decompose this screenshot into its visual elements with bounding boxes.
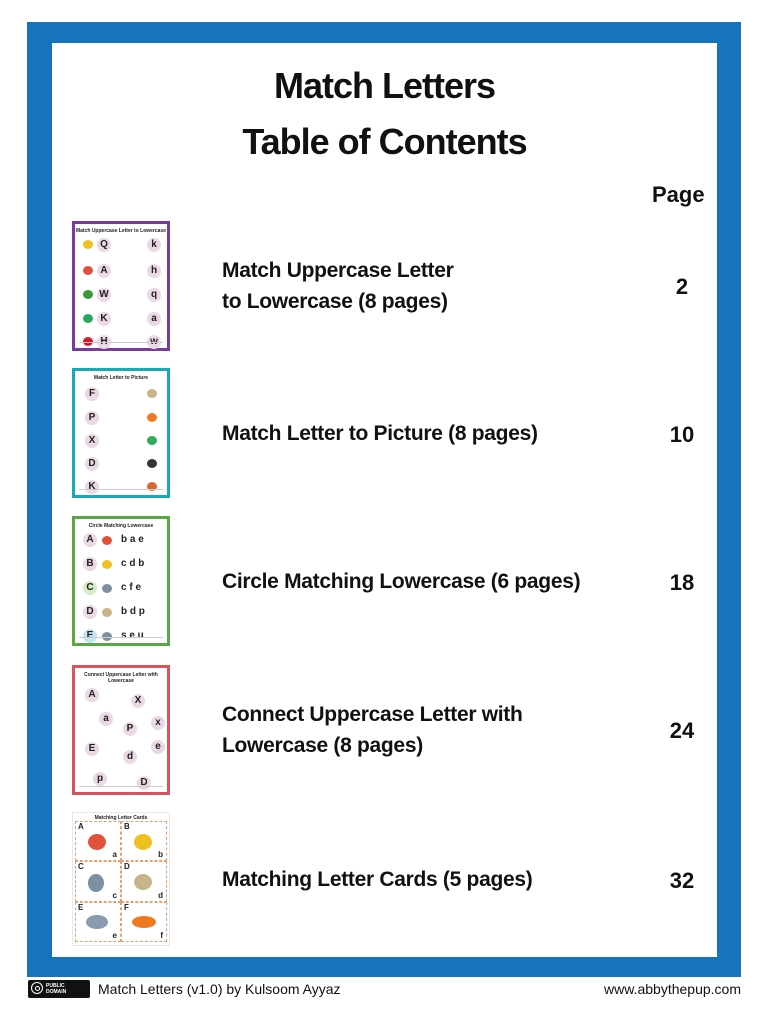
letter-circle: Q [97,238,111,252]
letter-card [121,902,167,942]
thumbnail-title: Match Uppercase Letter to Lowercase [75,228,167,234]
letter-circle: D [85,457,99,471]
cat-icon [88,874,104,892]
card-upper: C [78,862,84,871]
lowercase-choices: b d p [121,606,145,617]
letter-circle: h [147,264,161,278]
lowercase-choices: c f e [121,582,142,593]
letter-circle: a [147,312,161,326]
letter-circle: w [147,335,161,349]
lowercase-choices: c d b [121,558,145,569]
thumbnail-title: Match Letter to Picture [93,375,149,381]
card-lower: a [112,850,117,859]
page-title: Match Letters [273,65,496,106]
letter-circle: k [147,238,161,252]
page-subtitle: Table of Contents [242,121,527,162]
letter-circle: P [123,722,137,736]
page-column-header: Page [652,182,705,207]
fish-icon [132,916,156,928]
footer-website-link[interactable]: www.abbythepup.com [604,981,741,997]
entry-title-line: Connect Uppercase Letter with [222,703,523,726]
entry-title-line: Match Letter to Picture (8 pages) [222,422,538,445]
card-upper: A [78,822,84,831]
thumbnail-title: Circle Matching Lowercase [88,523,154,529]
thumbnail-connect-letters[interactable] [72,665,170,795]
letter-circle: W [97,288,111,302]
elephant-icon [86,915,108,929]
thumbnail-circle-lowercase[interactable] [72,516,170,646]
letter-card [121,861,167,902]
letter-circle: K [85,480,99,494]
card-lower: f [160,931,163,940]
card-upper: E [78,903,84,912]
apple-icon [88,834,106,850]
letter-circle: e [151,740,165,754]
letter-circle: A [83,533,97,547]
letter-circle: E [83,629,97,643]
card-upper: F [124,903,129,912]
kite-icon [147,436,157,445]
card-lower: c [112,891,117,900]
entry-title-3[interactable] [222,566,580,597]
letter-circle: A [85,688,99,702]
dog-icon [147,389,157,398]
letter-circle: D [83,605,97,619]
letter-circle: a [99,712,113,726]
card-lower: b [158,850,163,859]
letter-circle: X [131,694,145,708]
lowercase-choices: s e u [121,630,144,641]
lowercase-choices: b a e [121,534,144,545]
card-lower: e [112,931,117,940]
letter-circle: K [97,312,111,326]
fish-icon [147,413,157,422]
letter-circle: x [151,716,165,730]
letter-circle: C [83,581,97,595]
entry-title-line: Matching Letter Cards (5 pages) [222,868,533,891]
letter-circle: H [97,335,111,349]
entry-title-1[interactable] [222,255,453,317]
letter-circle: E [85,742,99,756]
bee-icon [134,834,152,850]
entry-title-2[interactable] [222,418,538,449]
public-domain-logo [28,980,90,998]
entry-page-number-4[interactable]: 24 [669,718,695,743]
public-domain-icon [31,982,43,994]
entry-page-number-3[interactable]: 18 [669,570,695,595]
letter-circle: X [85,434,99,448]
apple-icon [83,266,93,275]
logo-text: PUBLIC DOMAIN [46,983,67,995]
letter-circle: d [123,750,137,764]
thumbnail-title: Matching Letter Cards [94,815,148,821]
letter-circle: q [147,288,161,302]
entry-title-line: Lowercase (8 pages) [222,734,423,757]
entry-page-number-1[interactable]: 2 [675,274,689,299]
watermelon-icon [83,290,93,299]
letter-circle: p [93,772,107,786]
kite-icon [83,314,93,323]
letter-circle: D [137,776,151,790]
entry-page-number-5[interactable]: 32 [669,868,695,893]
bee-icon [102,560,112,569]
letter-circle: A [97,264,111,278]
footer-credit: Match Letters (v1.0) by Kulsoom Ayyaz [98,981,341,997]
thumbnail-match-uppercase[interactable] [72,221,170,351]
cat-icon [102,584,112,593]
letter-card [75,821,121,861]
letter-card [75,902,121,942]
thumbnail-footer [79,342,163,346]
thumbnail-footer [79,637,163,641]
dog-icon [134,874,152,890]
letter-circle: B [83,557,97,571]
card-upper: D [124,862,130,871]
thumbnail-letter-cards[interactable] [72,812,170,946]
apple-icon [102,536,112,545]
card-upper: B [124,822,130,831]
thumbnail-footer [79,489,163,493]
thumbnail-letter-to-picture[interactable] [72,368,170,498]
entry-title-line: Match Uppercase Letter [222,259,454,282]
thumbnail-title: Connect Uppercase Letter with Lowercase [84,672,158,684]
dog-icon [102,608,112,617]
letter-circle: P [85,411,99,425]
penguin-icon [147,459,157,468]
entry-title-line: Circle Matching Lowercase (6 pages) [222,570,581,593]
letter-card [75,861,121,902]
entry-title-4[interactable] [222,699,523,761]
letter-card [121,821,167,861]
thumbnail-footer [79,786,163,790]
letter-circle: F [85,387,99,401]
card-lower: d [158,891,163,900]
entry-title-line: to Lowercase (8 pages) [222,290,448,313]
entry-title-5[interactable] [222,864,532,895]
entry-page-number-2[interactable]: 10 [669,422,695,447]
pear-icon [83,240,93,249]
